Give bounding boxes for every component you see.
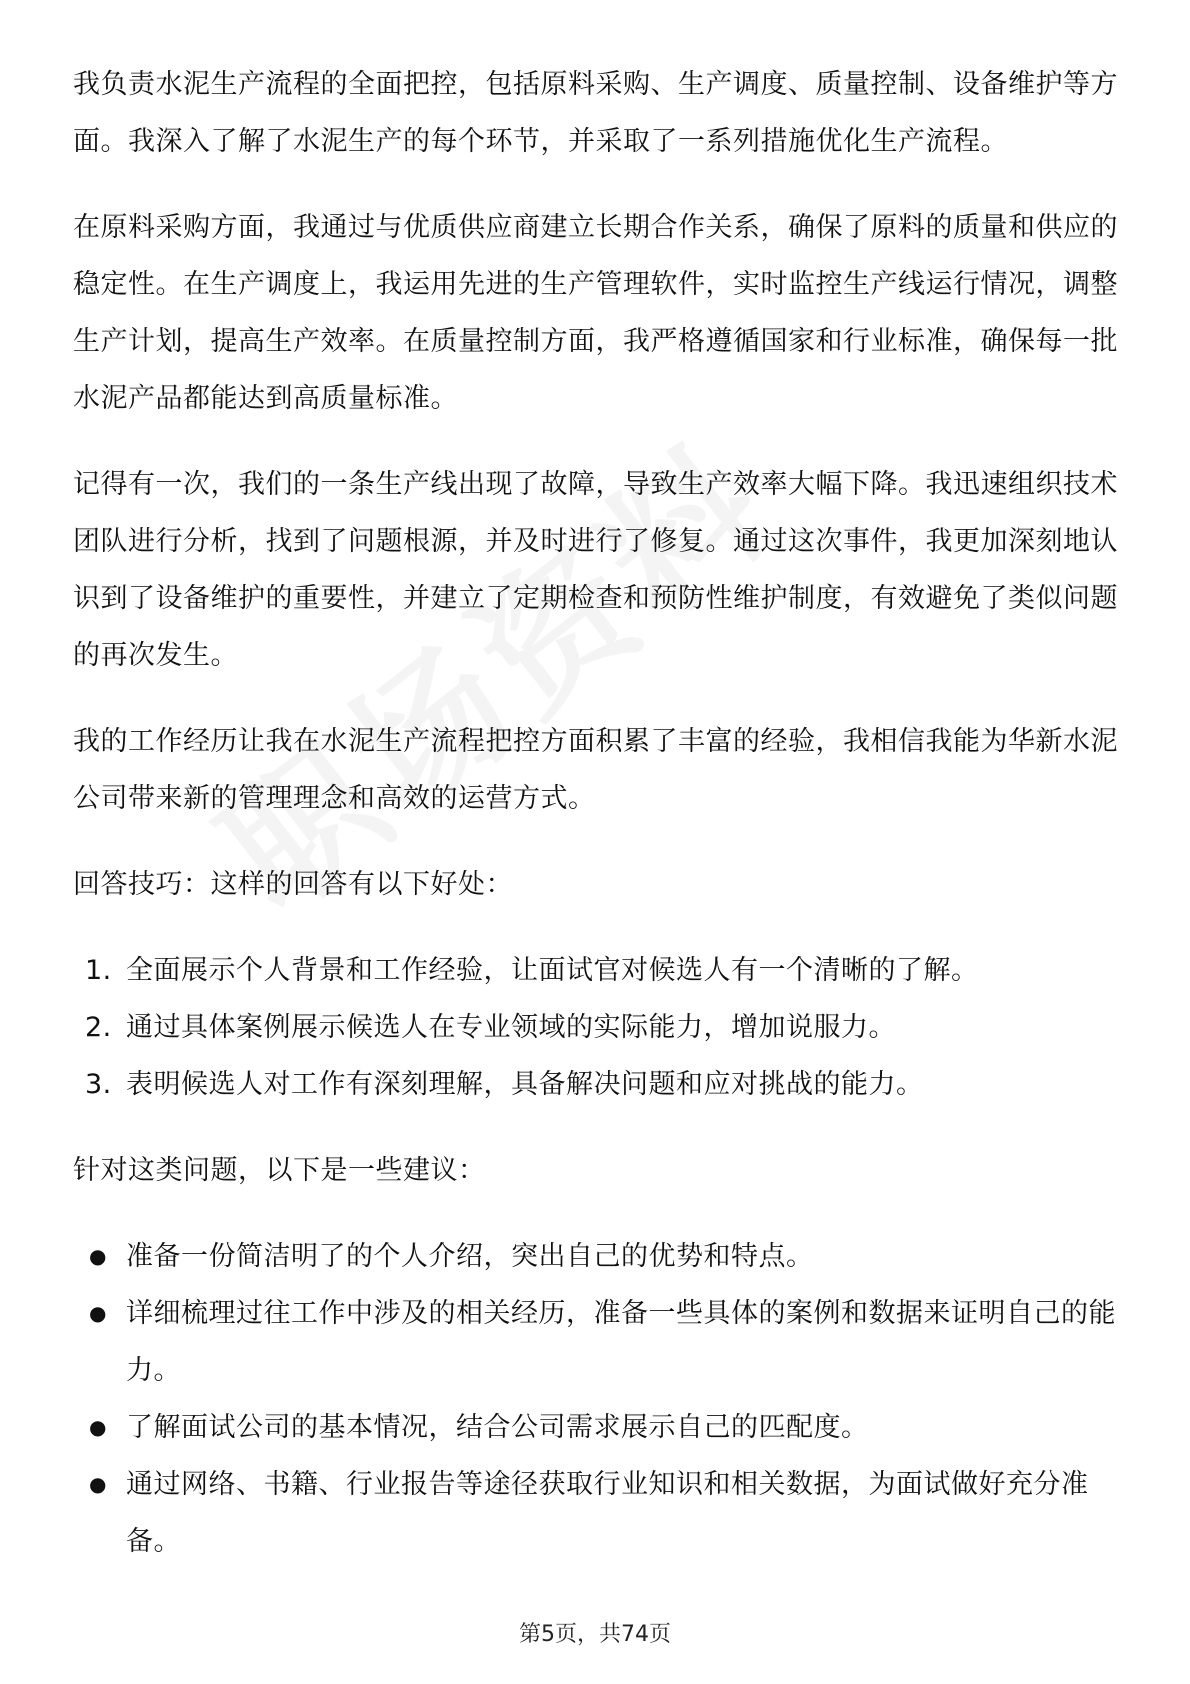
bullet-icon: ● <box>89 1472 107 1496</box>
list-item <box>73 942 1123 999</box>
list-number: 3. <box>85 1069 112 1100</box>
list-item-text: 表明候选人对工作有深刻理解，具备解决问题和应对挑战的能力。 <box>126 1069 924 1100</box>
bullet-icon: ● <box>89 1415 107 1439</box>
paragraph-conclusion: 我的工作经历让我在水泥生产流程把控方面积累了丰富的经验，我相信我能为华新水泥公司带来新的管理理念和高效的运营方式。 <box>73 726 1118 814</box>
list-item <box>73 1285 1123 1399</box>
document-body <box>73 56 1123 1599</box>
list-item <box>73 1056 1123 1113</box>
bullet-icon: ● <box>89 1301 107 1325</box>
list-item-text: 全面展示个人背景和工作经验，让面试官对候选人有一个清晰的了解。 <box>126 955 979 986</box>
list-item-text: 详细梳理过往工作中涉及的相关经历，准备一些具体的案例和数据来证明自己的能力。 <box>126 1298 1116 1386</box>
list-item-text: 通过具体案例展示候选人在专业领域的实际能力，增加说服力。 <box>126 1012 896 1043</box>
list-item <box>73 999 1123 1056</box>
list-item <box>73 1399 1123 1456</box>
list-number: 2. <box>85 1012 112 1043</box>
paragraph-responsibilities: 我负责水泥生产流程的全面把控，包括原料采购、生产调度、质量控制、设备维护等方面。我深入了解了水泥生产的每个环节，并采取了一系列措施优化生产流程。 <box>73 69 1118 157</box>
paragraph-procurement: 在原料采购方面，我通过与优质供应商建立长期合作关系，确保了原料的质量和供应的稳定性。在生产调度上，我运用先进的生产管理软件，实时监控生产线运行情况，调整生产计划，提高生产效率。在质量控制方面，我严格遵循国家和行业标准，确保每一批水泥产品都能达到高质量标准。 <box>73 212 1118 414</box>
page-number: 第5页，共74页 <box>519 1622 671 1647</box>
advice-list <box>73 1228 1123 1570</box>
list-number: 1. <box>85 955 112 986</box>
list-item-text: 了解面试公司的基本情况，结合公司需求展示自己的匹配度。 <box>126 1412 869 1443</box>
bullet-icon: ● <box>89 1244 107 1268</box>
paragraph-incident: 记得有一次，我们的一条生产线出现了故障，导致生产效率大幅下降。我迅速组织技术团队进行分析，找到了问题根源，并及时进行了修复。通过这次事件，我更加深刻地认识到了设备维护的重要性，并建立了定期检查和预防性维护制度，有效避免了类似问题的再次发生。 <box>73 469 1118 671</box>
tips-heading: 回答技巧：这样的回答有以下好处： <box>73 869 513 900</box>
tips-list <box>73 942 1123 1113</box>
list-item-text: 准备一份简洁明了的个人介绍，突出自己的优势和特点。 <box>126 1241 814 1272</box>
list-item <box>73 1456 1123 1570</box>
list-item-text: 通过网络、书籍、行业报告等途径获取行业知识和相关数据，为面试做好充分准备。 <box>126 1469 1089 1557</box>
advice-heading: 针对这类问题，以下是一些建议： <box>73 1155 486 1186</box>
list-item <box>73 1228 1123 1285</box>
